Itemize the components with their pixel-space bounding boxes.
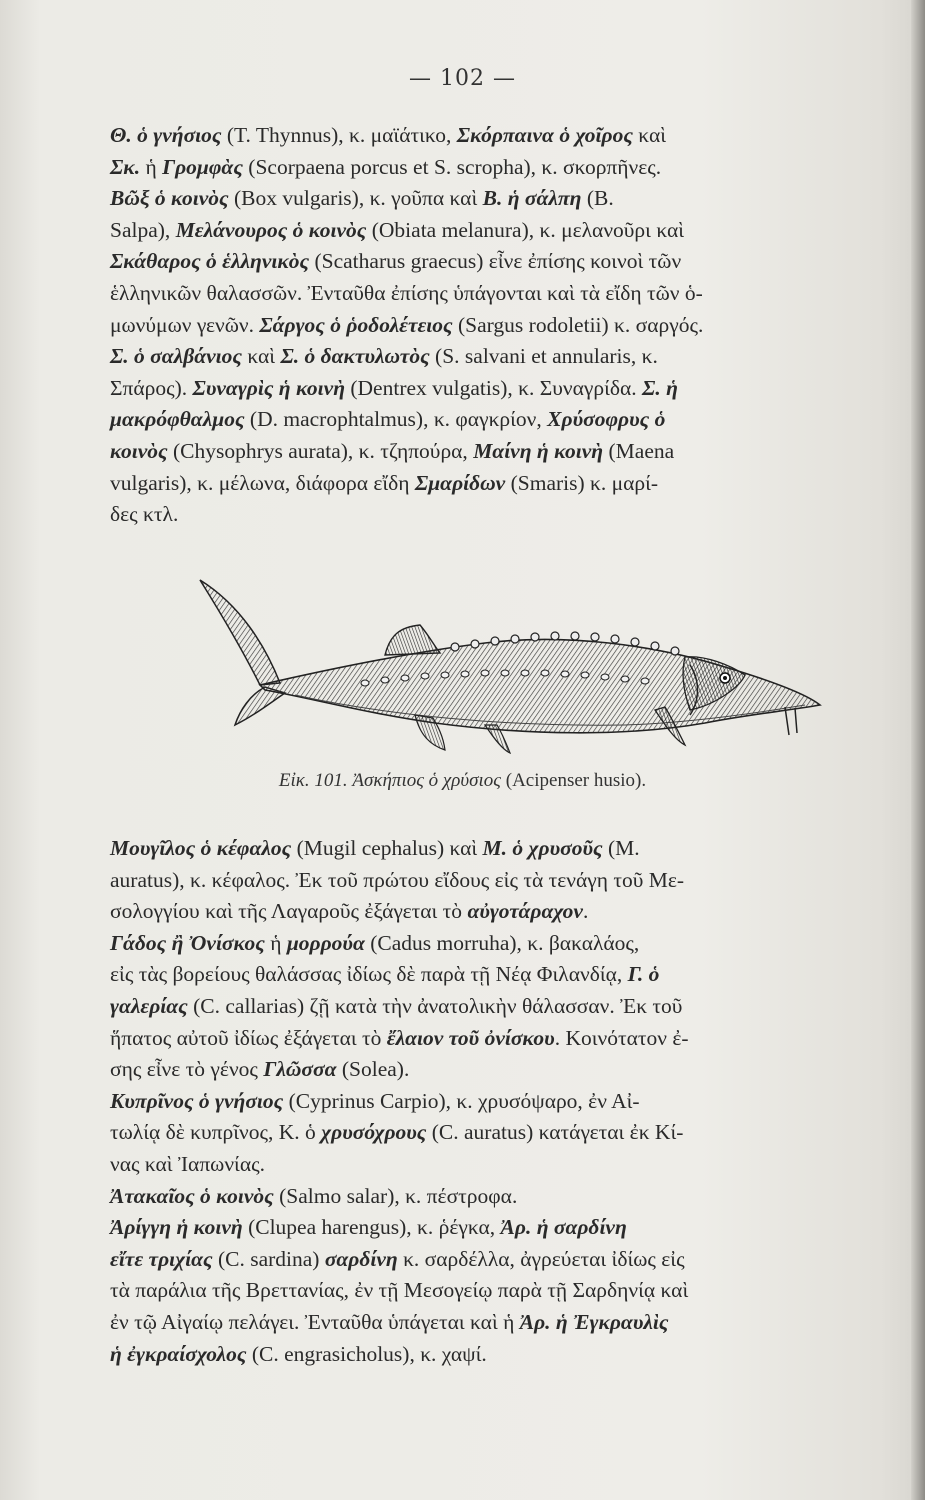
text-segment: Ἀρ. ἡ Ἐγκραυλὶς <box>519 1309 669 1334</box>
caption-greek: Ἀσκήπιος ὁ χρύσιος <box>352 770 501 791</box>
text-segment: σης εἶνε τὸ γένος <box>110 1057 264 1082</box>
text-segment: (Obiata melanura), κ. μελανοῦρι καὶ <box>366 217 685 242</box>
text-line <box>110 1117 905 1149</box>
text-line <box>110 183 905 215</box>
text-segment: . <box>582 899 589 924</box>
text-segment: ἥπατος αὐτοῦ ἰδίως ἐξάγεται τὸ <box>110 1025 387 1050</box>
text-segment: Θ. ὁ γνήσιος <box>110 123 222 147</box>
text-segment: (Sargus rodoletii) κ. σαργός. <box>452 312 704 337</box>
text-segment: Γλῶσσα <box>263 1057 337 1082</box>
figure-caption <box>0 770 925 792</box>
text-segment: τὰ παράλια τῆς Βρεττανίας, ἐν τῇ Μεσογείῳ παρὰ τῇ Σαρδηνίᾳ καὶ <box>110 1278 689 1303</box>
text-line <box>110 959 905 991</box>
text-line <box>110 120 905 152</box>
text-segment: (D. macrophtalmus), κ. φαγκρίον, <box>244 407 548 432</box>
text-segment: Γάδος ἢ Ὀνίσκος <box>110 930 265 955</box>
text-segment: κοινὸς <box>110 438 168 463</box>
text-segment: (C. sardina) <box>212 1246 325 1271</box>
text-segment: ἡ <box>140 154 163 179</box>
paragraph-fish-species-2 <box>110 833 905 1370</box>
text-segment: Κυπρῖνος ὁ γνήσιος <box>110 1088 284 1113</box>
text-line <box>110 152 905 184</box>
text-segment: Γ. ὁ <box>627 962 660 987</box>
text-segment: M. ὁ χρυσοῦς <box>482 836 603 860</box>
text-segment: (Scorpaena porcus et S. scropha), κ. σκορπῆνες. <box>242 154 662 179</box>
text-segment: Ἀτακαῖος ὁ κοινὸς <box>110 1183 274 1208</box>
caption-label: Εἰκ. 101. <box>278 770 348 791</box>
text-segment: σαρδίνη <box>324 1246 398 1271</box>
text-segment: (C. engrasicholus), κ. χαψί. <box>246 1341 487 1366</box>
text-segment: (Scatharus graecus) εἶνε ἐπίσης κοινοὶ τῶν <box>309 249 682 274</box>
text-segment: auratus), κ. κέφαλος. Ἐκ τοῦ πρώτου εἴδους εἰς τὰ τενάγη τοῦ Με- <box>110 867 685 892</box>
text-segment: . Κοινότατον ἐ- <box>554 1025 689 1050</box>
text-segment: (Solea). <box>336 1057 410 1082</box>
text-segment: Ἀρίγγη ἡ κοινὴ <box>110 1215 243 1240</box>
text-line <box>110 499 905 531</box>
text-line <box>110 1275 905 1307</box>
text-segment: εἰς τὰς βορείους θαλάσσας ἰδίως δὲ παρὰ τῇ Νέᾳ Φιλανδίᾳ, <box>110 962 628 987</box>
text-line <box>110 310 905 342</box>
text-segment: (C. callarias) ζῇ κατὰ τὴν ἀνατολικὴν θάλασσαν. Ἐκ τοῦ <box>187 993 683 1018</box>
text-segment: μωνύμων γενῶν. <box>110 312 260 337</box>
text-segment: (S. salvani et annularis, κ. <box>429 344 658 369</box>
text-segment: Salpa), <box>110 217 176 242</box>
text-segment: Σ. ὁ δακτυλωτὸς <box>280 344 430 369</box>
text-segment: (Box vulgaris), κ. γοῦπα καὶ <box>228 186 483 211</box>
text-segment: δες κτλ. <box>110 502 179 527</box>
text-segment: Σ. ὁ σαλβάνιος <box>110 344 242 369</box>
text-line <box>110 436 905 468</box>
text-segment: σολογγίου καὶ τῆς Λαγαροῦς ἐξάγεται τὸ <box>110 899 468 924</box>
text-segment: Σκ. <box>110 154 141 179</box>
text-line <box>110 1086 905 1118</box>
text-segment: καὶ <box>632 123 666 147</box>
text-segment: Μελάνουρος ὁ κοινὸς <box>175 217 367 242</box>
text-segment: κ. σαρδέλλα, ἀγρεύεται ἰδίως εἰς <box>397 1246 685 1271</box>
text-line <box>110 865 905 897</box>
text-line <box>110 1212 905 1244</box>
text-line <box>110 1181 905 1213</box>
text-line <box>110 1023 905 1055</box>
text-line <box>110 1149 905 1181</box>
text-line <box>110 1054 905 1086</box>
text-line <box>110 373 905 405</box>
text-segment: Σ. ἡ <box>642 375 678 400</box>
text-segment: Βῶξ ὁ κοινὸς <box>110 186 229 211</box>
text-segment: (B. <box>581 186 614 211</box>
sturgeon-illustration <box>185 575 825 775</box>
text-line <box>110 278 905 310</box>
text-line <box>110 246 905 278</box>
text-segment: vulgaris), κ. μέλωνα, διάφορα εἴδη <box>110 470 415 495</box>
text-segment: Σκόρπαινα ὁ χοῖρος <box>456 123 633 147</box>
text-segment: μορρούα <box>286 930 365 955</box>
text-segment: εἴτε τριχίας <box>110 1246 213 1271</box>
text-segment: (Cyprinus Carpio), κ. χρυσόψαρο, ἐν Αἰ- <box>283 1088 640 1113</box>
text-segment: (Clupea harengus), κ. ῥέγκα, <box>242 1215 501 1240</box>
text-segment: ἔλαιον τοῦ ὀνίσκου <box>386 1025 555 1050</box>
text-segment: αὐγοτάραχον <box>467 899 583 924</box>
text-line <box>110 468 905 500</box>
text-segment: (T. Thynnus), κ. μαϊάτικο, <box>221 123 457 147</box>
text-line <box>110 991 905 1023</box>
text-segment: Σκάθαρος ὁ ἑλληνικὸς <box>110 249 310 274</box>
text-segment: (Mugil cephalus) καὶ <box>291 836 483 860</box>
text-segment: Μαίνη ἡ κοινὴ <box>473 438 604 463</box>
text-line <box>110 404 905 436</box>
text-segment: (C. auratus) κατάγεται ἐκ Κί- <box>426 1120 684 1145</box>
text-segment: (Cadus morruha), κ. βακαλάος, <box>364 930 640 955</box>
text-line <box>110 896 905 928</box>
caption-latin: (Acipenser husio). <box>505 770 647 791</box>
text-segment: γαλερίας <box>110 993 188 1018</box>
text-segment: μακρόφθαλμος <box>110 407 245 432</box>
page-edge <box>911 0 925 1500</box>
text-segment: Μουγῖλος ὁ κέφαλος <box>110 836 292 860</box>
text-segment: B. ἡ σάλπη <box>482 186 582 211</box>
text-segment: Σάργος ὁ ῥοδολέτειος <box>259 312 453 337</box>
text-segment: Σμαρίδων <box>414 470 506 495</box>
text-line <box>110 215 905 247</box>
text-segment: ἡ <box>264 930 287 955</box>
text-segment: ἡ ἐγκραίσχολος <box>110 1341 247 1366</box>
text-line <box>110 341 905 373</box>
text-segment: Ἀρ. ἡ σαρδίνη <box>500 1215 627 1240</box>
text-line <box>110 1244 905 1276</box>
text-segment: (Chysophrys aurata), κ. τζηπούρα, <box>167 438 474 463</box>
text-line <box>110 928 905 960</box>
text-segment: (Maena <box>603 438 675 463</box>
text-line <box>110 833 905 865</box>
text-segment: Χρύσοφρυς ὁ <box>547 407 666 432</box>
text-segment: καὶ <box>241 344 281 369</box>
text-segment: χρυσόχρους <box>321 1120 427 1145</box>
text-segment: ἑλληνικῶν θαλασσῶν. Ἐνταῦθα ἐπίσης ὑπάγονται καὶ τὰ εἴδη τῶν ὁ- <box>110 280 703 305</box>
text-segment: (Salmo salar), κ. πέστροφα. <box>273 1183 518 1208</box>
page-number: — 102 — <box>409 66 516 91</box>
text-segment: (M. <box>602 836 640 860</box>
text-segment: (Smaris) κ. μαρί- <box>505 470 659 495</box>
text-line <box>110 1307 905 1339</box>
text-segment: (Dentrex vulgatis), κ. Συναγρίδα. <box>345 375 643 400</box>
text-segment: Σπάρος). <box>110 375 193 400</box>
text-line <box>110 1339 905 1371</box>
text-segment: τωλίᾳ δὲ κυπρῖνος, Κ. ὁ <box>110 1120 322 1145</box>
text-segment: Συναγρὶς ἡ κοινὴ <box>192 375 345 400</box>
text-segment: νας καὶ Ἰαπωνίας. <box>110 1151 265 1176</box>
text-segment: ἐν τῷ Αἰγαίῳ πελάγει. Ἐνταῦθα ὑπάγεται καὶ ἡ <box>110 1309 520 1334</box>
text-segment: Γρομφὰς <box>162 154 243 179</box>
paragraph-fish-species-1 <box>110 120 905 531</box>
